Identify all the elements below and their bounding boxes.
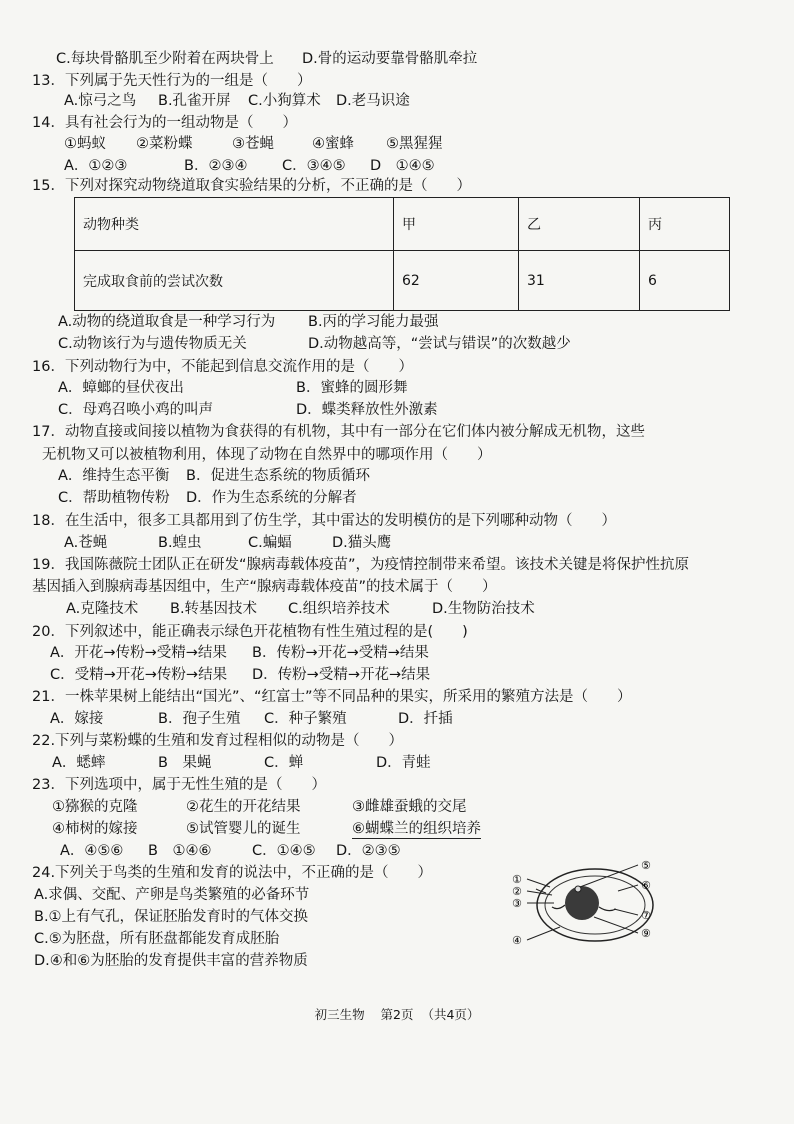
- chalaza-right: [599, 907, 616, 911]
- q24-stem: 24.下列关于鸟类的生殖和发育的说法中，不正确的是（ ）: [32, 865, 433, 881]
- diagram-label-2: ②: [512, 885, 522, 898]
- table-cell: 31: [519, 251, 640, 311]
- q21-option-d: D．扦插: [398, 711, 453, 727]
- q20-stem: 20．下列叙述中，能正确表示绿色开花植物有性生殖过程的是( ): [32, 624, 468, 640]
- egg-yolk: [565, 886, 599, 920]
- q21-option-a: A．嫁接: [50, 711, 104, 727]
- diagram-label-6: ⑥: [641, 879, 651, 892]
- q19-option-c: C.组织培养技术: [288, 601, 390, 617]
- q23-option-b: B ①④⑥: [148, 843, 212, 859]
- q23-item-1: ①猕猴的克隆: [52, 799, 138, 815]
- q15-option-a: A.动物的绕道取食是一种学习行为: [58, 314, 276, 330]
- diagram-label-9: ⑨: [641, 927, 651, 940]
- diagram-label-7: ⑦: [641, 909, 651, 922]
- q15-option-b: B.丙的学习能力最强: [308, 314, 439, 330]
- page-footer: [0, 1005, 794, 1023]
- table-cell: 完成取食前的尝试次数: [75, 251, 394, 311]
- q15-option-c: C.动物该行为与遗传物质无关: [58, 336, 247, 352]
- table-header-row: [75, 198, 730, 251]
- q16-option-c: C．母鸡召唤小鸡的叫声: [58, 402, 214, 418]
- q17-stem-line2: 无机物又可以被植物利用，体现了动物在自然界中的哪项作用（ ）: [42, 447, 492, 463]
- leader-line-7: [614, 909, 638, 915]
- q23-option-d: D．②③⑤: [336, 843, 401, 859]
- diagram-label-3: ③: [512, 897, 522, 910]
- q17-option-b: B．促进生态系统的物质循环: [186, 468, 370, 484]
- q24-option-c: C.⑤为胚盘，所有胚盘都能发育成胚胎: [34, 931, 280, 947]
- q16-stem: 16．下列动物行为中，不能起到信息交流作用的是（ ）: [32, 359, 413, 375]
- q17-option-c: C．帮助植物传粉: [58, 490, 170, 506]
- q13-option-b: B.孔雀开屏: [158, 93, 231, 109]
- q20-option-a: A．开花→传粉→受精→结果: [50, 645, 227, 661]
- q18-option-a: A.苍蝇: [64, 535, 108, 551]
- bird-egg-diagram: [510, 855, 670, 950]
- q23-item-2: ②花生的开花结果: [186, 799, 301, 815]
- q15-stem: 15．下列对探究动物绕道取食实验结果的分析，不正确的是（ ）: [32, 178, 471, 194]
- q22-stem: 22.下列与菜粉蝶的生殖和发育过程相似的动物是（ ）: [32, 733, 404, 749]
- q22-option-c: C．蝉: [264, 755, 304, 771]
- table-header-cell: 丙: [640, 198, 730, 251]
- q14-option-b: B．②③④: [184, 158, 248, 174]
- q15-data-table: [74, 197, 730, 311]
- footer-subject: 初三生物: [314, 1007, 365, 1022]
- table-header-cell: 乙: [519, 198, 640, 251]
- q18-option-b: B.蝗虫: [158, 535, 202, 551]
- table-header-cell: 甲: [394, 198, 519, 251]
- q20-option-c: C．受精→开花→传粉→结果: [50, 667, 228, 683]
- diagram-label-4: ④: [512, 934, 522, 947]
- q14-item-2: ②菜粉蝶: [136, 136, 193, 152]
- q19-stem-line1: 19．我国陈薇院士团队正在研发“腺病毒载体疫苗”，为疫情控制带来希望。该技术关键是将保护性抗原: [32, 557, 689, 573]
- q14-option-d: D ①④⑤: [370, 158, 435, 174]
- q20-option-b: B．传粉→开花→受精→结果: [252, 645, 429, 661]
- footer-page-number: 第2页: [380, 1007, 414, 1022]
- diagram-label-1: ①: [512, 873, 522, 886]
- q22-option-d: D．青蛙: [376, 755, 431, 771]
- q14-option-c: C．③④⑤: [282, 158, 346, 174]
- q13-option-c: C.小狗算术: [248, 93, 321, 109]
- q14-option-a: A．①②③: [64, 158, 128, 174]
- table-row: [75, 251, 730, 311]
- q19-option-b: B.转基因技术: [170, 601, 258, 617]
- q21-option-c: C．种子繁殖: [264, 711, 347, 727]
- q19-stem-line2: 基因插入到腺病毒基因组中，生产“腺病毒载体疫苗”的技术属于（ ）: [32, 579, 497, 595]
- diagram-label-5: ⑤: [641, 859, 651, 872]
- q16-option-a: A．蟑螂的昼伏夜出: [58, 380, 184, 396]
- q12-option-d: D.骨的运动要靠骨骼肌牵拉: [302, 51, 478, 67]
- q20-option-d: D．传粉→受精→开花→结果: [252, 667, 431, 683]
- leader-line-1: [527, 879, 550, 887]
- q21-stem: 21．一株苹果树上能结出“国光”、“红富士”等不同品种的果实，所采用的繁殖方法是（ ）: [32, 689, 632, 705]
- q17-option-a: A．维持生态平衡: [58, 468, 170, 484]
- q22-option-b: B 果蝇: [158, 755, 212, 771]
- q23-item-4: ④柿树的嫁接: [52, 821, 138, 837]
- q16-option-b: B．蜜蜂的圆形舞: [296, 380, 408, 396]
- q15-option-d: D.动物越高等，“尝试与错误”的次数越少: [308, 336, 571, 352]
- q22-option-a: A．蟋蟀: [52, 755, 106, 771]
- q14-item-3: ③苍蝇: [232, 136, 274, 152]
- q18-stem: 18．在生活中，很多工具都用到了仿生学，其中雷达的发明模仿的是下列哪种动物（ ）: [32, 513, 616, 529]
- q14-item-4: ④蜜蜂: [312, 136, 354, 152]
- q14-item-1: ①蚂蚁: [64, 136, 106, 152]
- q14-stem: 14．具有社会行为的一组动物是（ ）: [32, 115, 297, 131]
- q24-option-b: B.①上有气孔，保证胚胎发育时的气体交换: [34, 909, 309, 925]
- q17-stem-line1: 17．动物直接或间接以植物为食获得的有机物，其中有一部分在它们体内被分解成无机物，这些: [32, 424, 645, 440]
- q23-option-a: A．④⑤⑥: [60, 843, 124, 859]
- q13-option-a: A.惊弓之鸟: [64, 93, 137, 109]
- q23-item-5: ⑤试管婴儿的诞生: [186, 821, 301, 837]
- q23-option-c: C．①④⑤: [252, 843, 316, 859]
- chalaza-left: [552, 905, 565, 909]
- q19-option-d: D.生物防治技术: [432, 601, 535, 617]
- q18-option-d: D.猫头鹰: [332, 535, 392, 551]
- q19-option-a: A.克隆技术: [66, 601, 139, 617]
- q17-option-d: D．作为生态系统的分解者: [186, 490, 357, 506]
- q24-option-d: D.④和⑥为胚胎的发育提供丰富的营养物质: [34, 953, 308, 969]
- q13-stem: 13．下列属于先天性行为的一组是（ ）: [32, 73, 312, 89]
- table-header-cell: 动物种类: [75, 198, 394, 251]
- q23-item-3: ③雌雄蚕蛾的交尾: [352, 799, 467, 815]
- q24-option-a: A.求偶、交配、产卵是鸟类繁殖的必备环节: [34, 887, 310, 903]
- q16-option-d: D．蝶类释放性外激素: [296, 402, 438, 418]
- q14-item-5: ⑤黑猩猩: [386, 136, 443, 152]
- q12-option-c: C.每块骨骼肌至少附着在两块骨上: [56, 51, 274, 67]
- table-cell: 6: [640, 251, 730, 311]
- q18-option-c: C.蝙蝠: [248, 535, 292, 551]
- table-cell: 62: [394, 251, 519, 311]
- q21-option-b: B．孢子生殖: [158, 711, 241, 727]
- leader-line-4: [527, 927, 560, 940]
- q23-stem: 23．下列选项中，属于无性生殖的是（ ）: [32, 777, 326, 793]
- q23-item-6: ⑥蝴蝶兰的组织培养: [352, 821, 481, 837]
- q13-option-d: D.老马识途: [336, 93, 410, 109]
- footer-page-total: （共4页）: [421, 1007, 480, 1022]
